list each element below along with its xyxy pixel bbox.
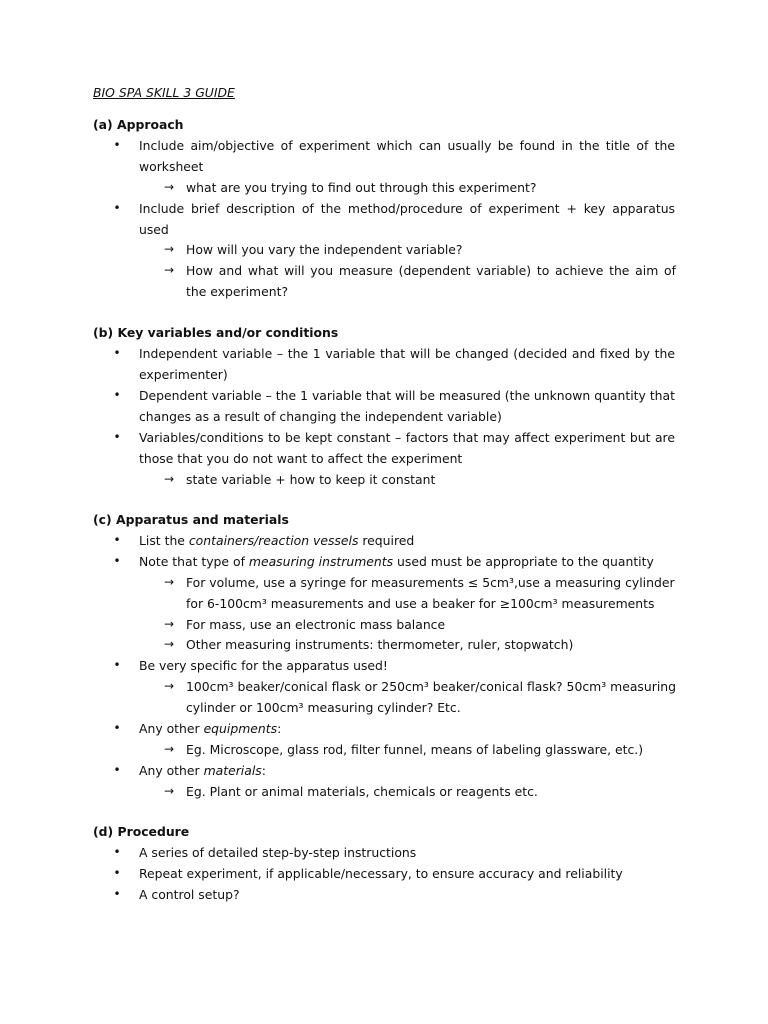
variables-bullet-1-line-2: experimenter) <box>139 367 228 382</box>
variables-bullet-2-line-2: changes as a result of changing the independent variable) <box>139 409 502 424</box>
approach-sub-2: How will you vary the independent variable? <box>186 242 463 257</box>
apparatus-sub-4-line-1: 100cm³ beaker/conical flask or 250cm³ beaker/conical flask? 50cm³ measuring <box>186 679 676 694</box>
section-c-heading: (c) Apparatus and materials <box>93 512 289 527</box>
approach-bullet-1-line-2: worksheet <box>139 159 204 174</box>
approach-sub-1: what are you trying to find out through this experiment? <box>186 180 537 195</box>
bullet-icon: • <box>113 887 121 901</box>
procedure-bullet-3: A control setup? <box>139 887 240 902</box>
variables-bullet-3-line-2: those that you do not want to affect the experiment <box>139 451 463 466</box>
bullet-icon: • <box>113 763 121 777</box>
arrow-icon: → <box>163 784 175 798</box>
bullet-icon: • <box>113 554 121 568</box>
bullet-icon: • <box>113 866 121 880</box>
approach-bullet-2-line-1: Include brief description of the method/procedure of experiment + key apparatus <box>139 201 675 216</box>
variables-bullet-3-line-1: Variables/conditions to be kept constant – factors that may affect experiment but are <box>139 430 675 445</box>
variables-bullet-1-line-1: Independent variable – the 1 variable that will be changed (decided and fixed by the <box>139 346 675 361</box>
arrow-icon: → <box>163 575 175 589</box>
apparatus-bullet-2: Note that type of measuring instruments used must be appropriate to the quantity <box>139 554 654 569</box>
apparatus-bullet-3: Be very specific for the apparatus used! <box>139 658 388 673</box>
arrow-icon: → <box>163 617 175 631</box>
approach-sub-3-line-2: the experiment? <box>186 284 289 299</box>
approach-bullet-1-line-1: Include aim/objective of experiment which can usually be found in the title of the <box>139 138 675 153</box>
apparatus-sub-6: Eg. Plant or animal materials, chemicals or reagents etc. <box>186 784 538 799</box>
variables-sub-1: state variable + how to keep it constant <box>186 472 436 487</box>
arrow-icon: → <box>163 637 175 651</box>
section-d-heading: (d) Procedure <box>93 824 190 839</box>
apparatus-sub-2: For mass, use an electronic mass balance <box>186 617 446 632</box>
arrow-icon: → <box>163 472 175 486</box>
procedure-bullet-2: Repeat experiment, if applicable/necessary, to ensure accuracy and reliability <box>139 866 623 881</box>
arrow-icon: → <box>163 242 175 256</box>
bullet-icon: • <box>113 201 121 215</box>
bullet-icon: • <box>113 658 121 672</box>
apparatus-sub-5: Eg. Microscope, glass rod, filter funnel, means of labeling glassware, etc.) <box>186 742 644 757</box>
bullet-icon: • <box>113 388 121 402</box>
apparatus-sub-1-line-2: for 6-100cm³ measurements and use a beaker for ≥100cm³ measurements <box>186 596 655 611</box>
apparatus-bullet-1: List the containers/reaction vessels required <box>139 533 415 548</box>
apparatus-sub-1-line-1: For volume, use a syringe for measurements ≤ 5cm³,use a measuring cylinder <box>186 575 675 590</box>
bullet-icon: • <box>113 533 121 547</box>
document-title: BIO SPA SKILL 3 GUIDE <box>93 85 235 100</box>
bullet-icon: • <box>113 346 121 360</box>
apparatus-bullet-5: Any other materials: <box>139 763 266 778</box>
procedure-bullet-1: A series of detailed step-by-step instructions <box>139 845 417 860</box>
arrow-icon: → <box>163 742 175 756</box>
section-a-heading: (a) Approach <box>93 117 184 132</box>
apparatus-sub-3: Other measuring instruments: thermometer, ruler, stopwatch) <box>186 637 574 652</box>
approach-bullet-2-line-2: used <box>139 222 169 237</box>
variables-bullet-2-line-1: Dependent variable – the 1 variable that will be measured (the unknown quantity that <box>139 388 675 403</box>
approach-sub-3-line-1: How and what will you measure (dependent variable) to achieve the aim of <box>186 263 676 278</box>
arrow-icon: → <box>163 180 175 194</box>
apparatus-sub-4-line-2: cylinder or 100cm³ measuring cylinder? Etc. <box>186 700 461 715</box>
arrow-icon: → <box>163 679 175 693</box>
section-b-heading: (b) Key variables and/or conditions <box>93 325 339 340</box>
arrow-icon: → <box>163 263 175 277</box>
bullet-icon: • <box>113 845 121 859</box>
bullet-icon: • <box>113 430 121 444</box>
bullet-icon: • <box>113 138 121 152</box>
bullet-icon: • <box>113 721 121 735</box>
apparatus-bullet-4: Any other equipments: <box>139 721 282 736</box>
